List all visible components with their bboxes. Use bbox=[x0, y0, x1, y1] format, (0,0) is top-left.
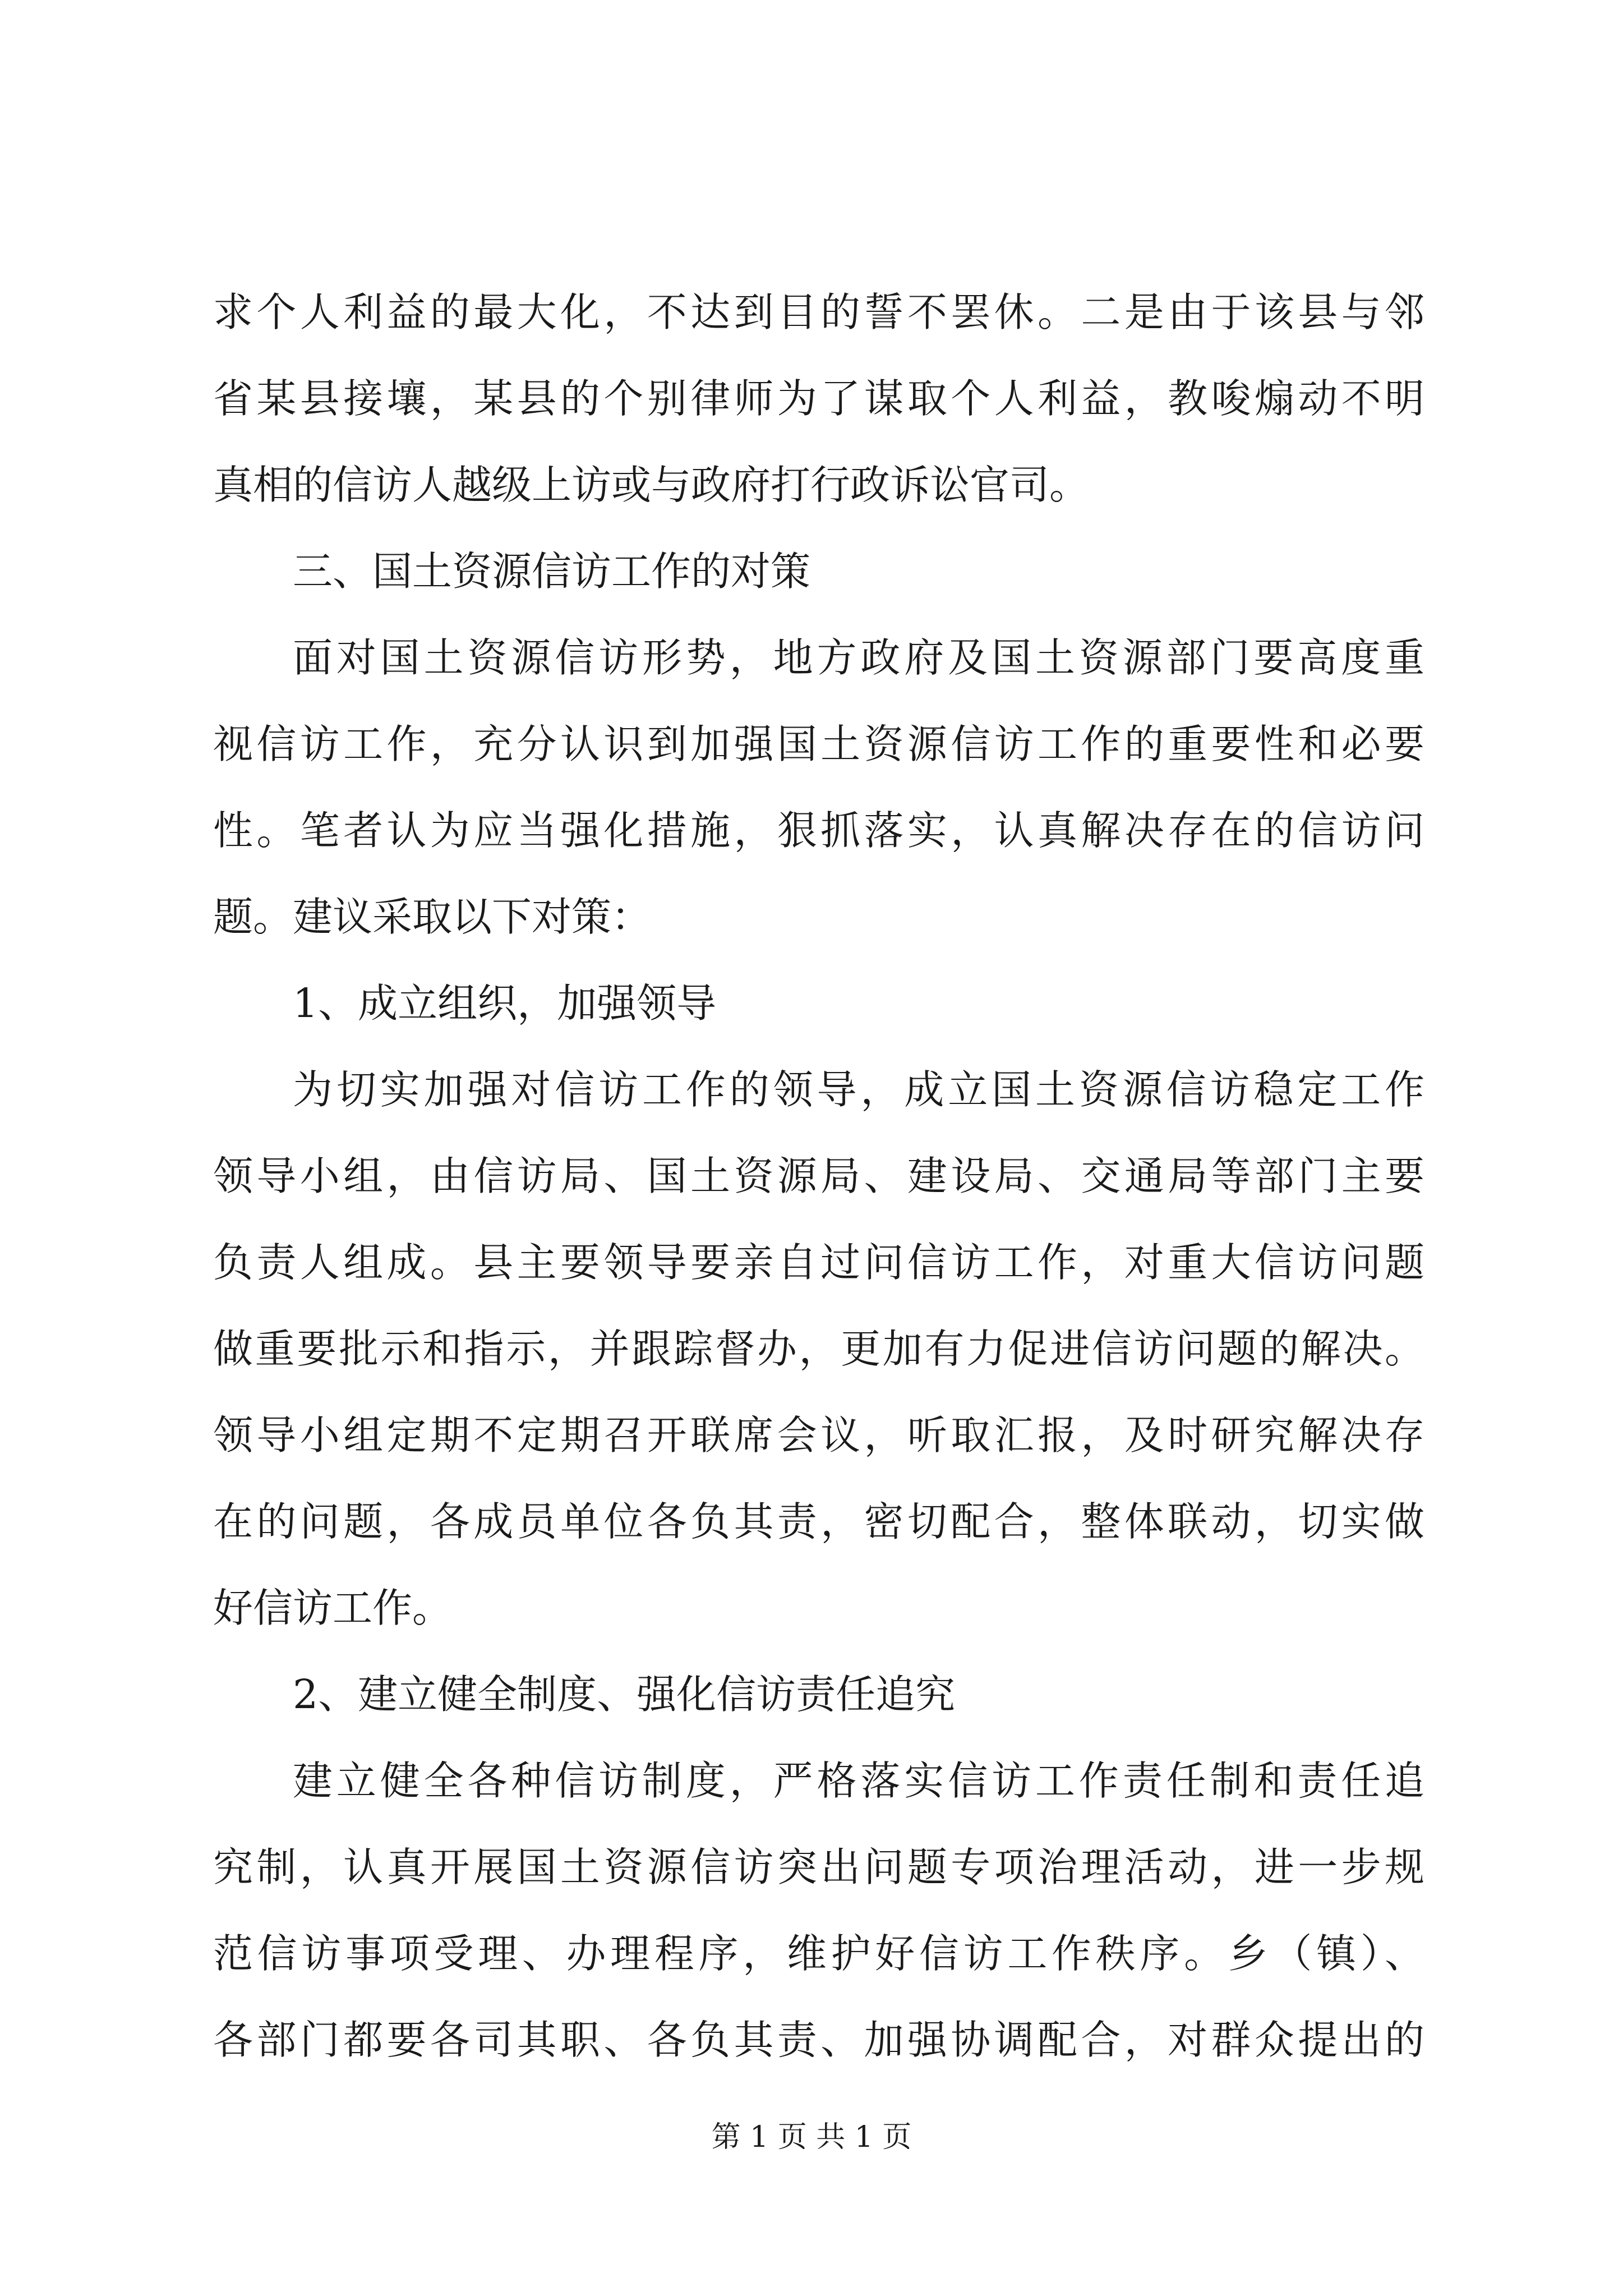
paragraph-line: 在的问题，各成员单位各负其责，密切配合，整体联动，切实做 bbox=[213, 1498, 1424, 1545]
paragraph-line: 好信访工作。 bbox=[213, 1585, 453, 1631]
subsection-heading: 1、成立组织，加强领导 bbox=[293, 980, 717, 1027]
paragraph-line: 范信访事项受理、办理程序，维护好信访工作秩序。乡（镇）、 bbox=[213, 1930, 1424, 1977]
paragraph-line: 性。笔者认为应当强化措施，狠抓落实，认真解决存在的信访问 bbox=[213, 807, 1424, 854]
page-number-label: 第 1 页 共 1 页 bbox=[711, 2120, 912, 2154]
paragraph-line: 为切实加强对信访工作的领导，成立国土资源信访稳定工作 bbox=[293, 1066, 1424, 1113]
subsection-heading: 2、建立健全制度、强化信访责任追究 bbox=[293, 1671, 956, 1718]
paragraph-line: 做重要批示和指示，并跟踪督办，更加有力促进信访问题的解决。 bbox=[213, 1326, 1424, 1372]
document-body bbox=[213, 269, 1424, 2083]
paragraph-line: 究制，认真开展国土资源信访突出问题专项治理活动，进一步规 bbox=[213, 1844, 1424, 1890]
paragraph-line: 领导小组，由信访局、国土资源局、建设局、交通局等部门主要 bbox=[213, 1153, 1424, 1199]
paragraph-line: 面对国土资源信访形势，地方政府及国土资源部门要高度重 bbox=[293, 634, 1424, 681]
paragraph-line: 负责人组成。县主要领导要亲自过问信访工作，对重大信访问题 bbox=[213, 1239, 1424, 1286]
paragraph-line: 求个人利益的最大化，不达到目的誓不罢休。二是由于该县与邻 bbox=[213, 289, 1424, 335]
paragraph-line: 题。建议采取以下对策： bbox=[213, 894, 652, 940]
paragraph-line: 真相的信访人越级上访或与政府打行政诉讼官司。 bbox=[213, 462, 1090, 508]
paragraph-line: 领导小组定期不定期召开联席会议，听取汇报，及时研究解决存 bbox=[213, 1412, 1424, 1458]
paragraph-line: 省某县接壤，某县的个别律师为了谋取个人利益，教唆煽动不明 bbox=[213, 375, 1424, 422]
paragraph-line: 视信访工作，充分认识到加强国土资源信访工作的重要性和必要 bbox=[213, 721, 1424, 767]
section-heading: 三、国土资源信访工作的对策 bbox=[293, 548, 811, 595]
paragraph-line: 各部门都要各司其职、各负其责、加强协调配合，对群众提出的 bbox=[213, 2017, 1424, 2063]
paragraph-line: 建立健全各种信访制度，严格落实信访工作责任制和责任追 bbox=[293, 1757, 1424, 1804]
page-footer bbox=[0, 2118, 1623, 2157]
